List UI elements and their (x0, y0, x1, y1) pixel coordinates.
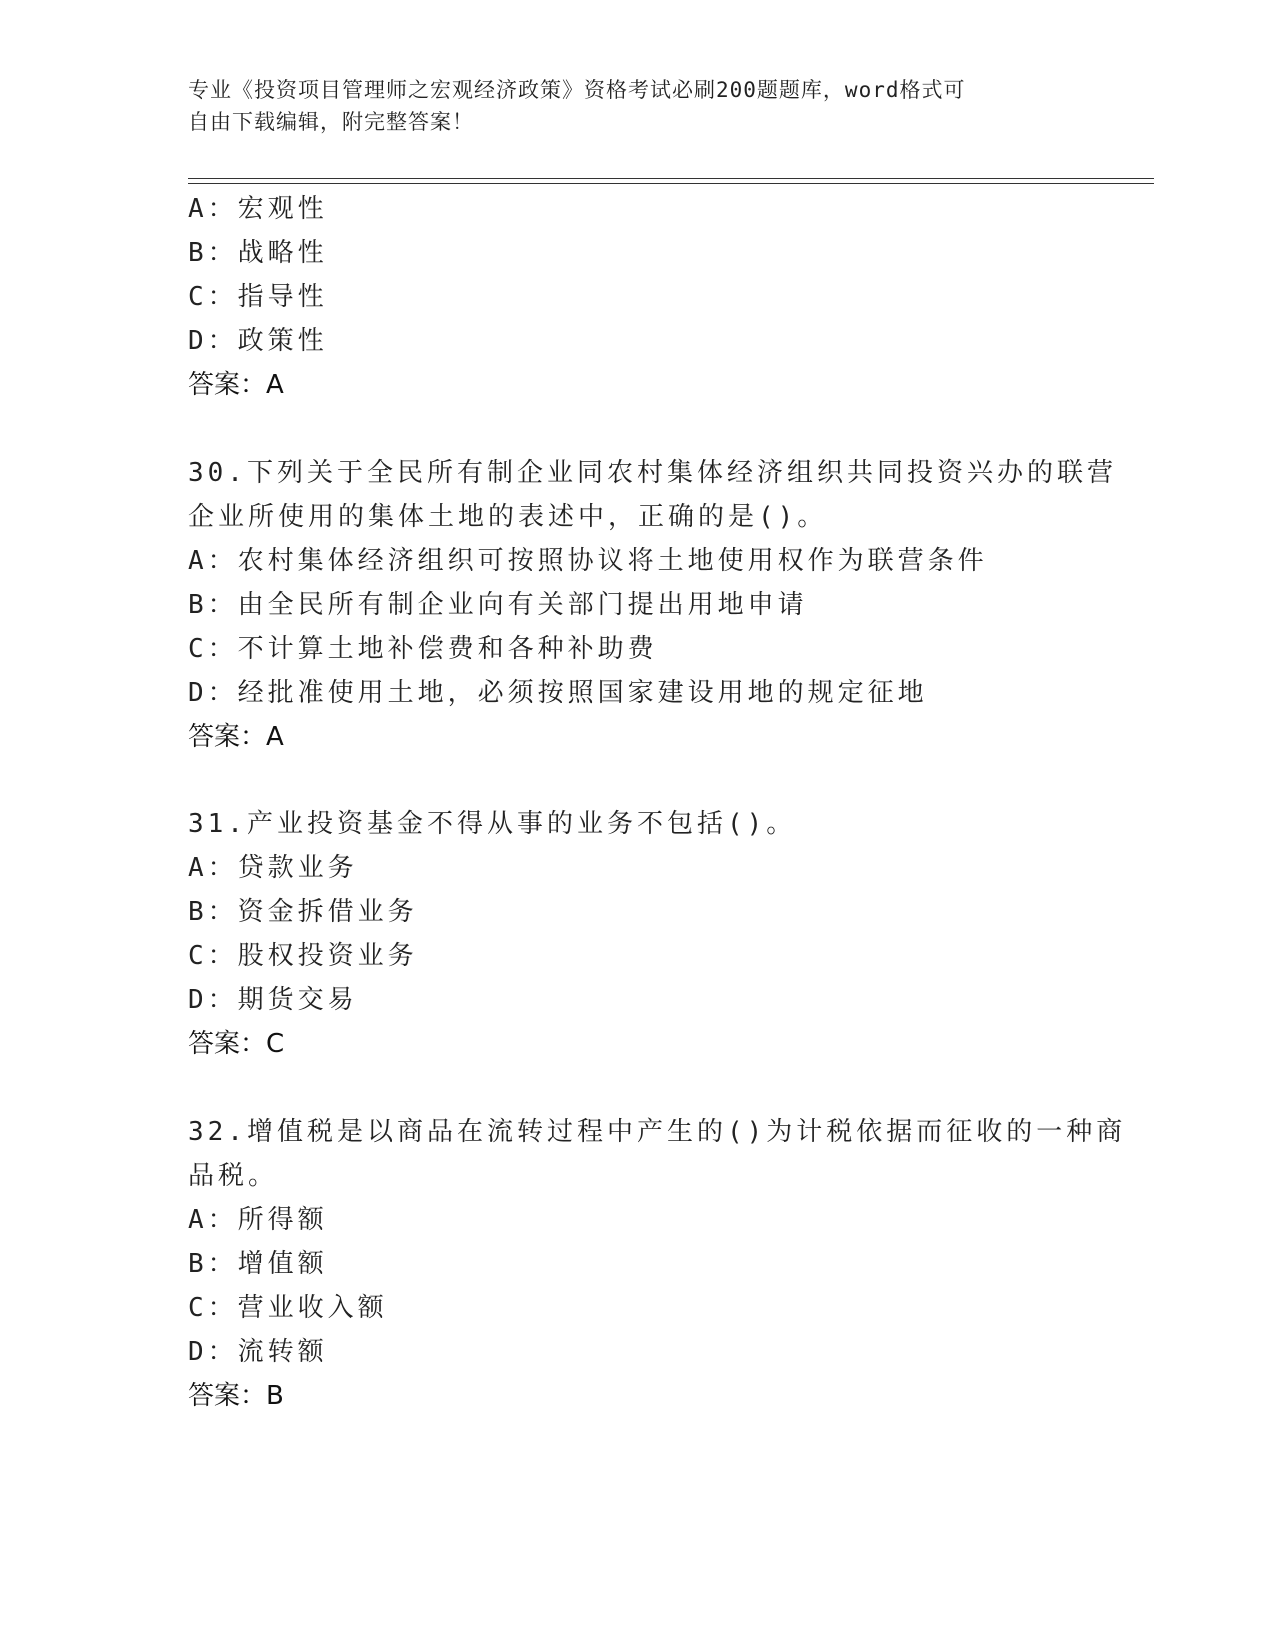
question-stem-continued: 企业所使用的集体土地的表述中，正确的是()。 (188, 502, 828, 532)
option-a: A：贷款业务 (188, 853, 358, 883)
header-rule-top (188, 178, 1154, 179)
option-a: A：宏观性 (188, 194, 328, 224)
document-header (188, 74, 1068, 138)
header-rule-bottom (188, 183, 1154, 184)
option-a: A：所得额 (188, 1205, 328, 1235)
option-a: A：农村集体经济组织可按照协议将土地使用权作为联营条件 (188, 546, 988, 576)
option-c: C：股权投资业务 (188, 941, 418, 971)
option-c: C：不计算土地补偿费和各种补助费 (188, 634, 658, 664)
option-b: B：由全民所有制企业向有关部门提出用地申请 (188, 590, 808, 620)
question-stem: 30.下列关于全民所有制企业同农村集体经济组织共同投资兴办的联营 (188, 458, 1117, 488)
option-d: D：流转额 (188, 1337, 328, 1367)
option-b: B：战略性 (188, 238, 328, 268)
question-stem-continued: 品税。 (188, 1161, 279, 1191)
option-b: B：资金拆借业务 (188, 897, 418, 927)
answer-label: 答案：B (188, 1381, 284, 1411)
option-c: C：营业收入额 (188, 1293, 388, 1323)
option-d: D：期货交易 (188, 985, 358, 1015)
option-d: D：经批准使用土地，必须按照国家建设用地的规定征地 (188, 678, 928, 708)
answer-label: 答案：A (188, 722, 284, 752)
question-stem: 31.产业投资基金不得从事的业务不包括()。 (188, 809, 797, 839)
header-line-2: 自由下载编辑，附完整答案！ (188, 110, 474, 134)
option-b: B：增值额 (188, 1249, 328, 1279)
question-stem: 32.增值税是以商品在流转过程中产生的()为计税依据而征收的一种商 (188, 1117, 1127, 1147)
option-c: C：指导性 (188, 282, 328, 312)
answer-label: 答案：C (188, 1029, 285, 1059)
option-d: D：政策性 (188, 326, 328, 356)
header-line-1: 专业《投资项目管理师之宏观经济政策》资格考试必刷200题题库，word格式可 (188, 78, 966, 102)
answer-label: 答案：A (188, 370, 284, 400)
